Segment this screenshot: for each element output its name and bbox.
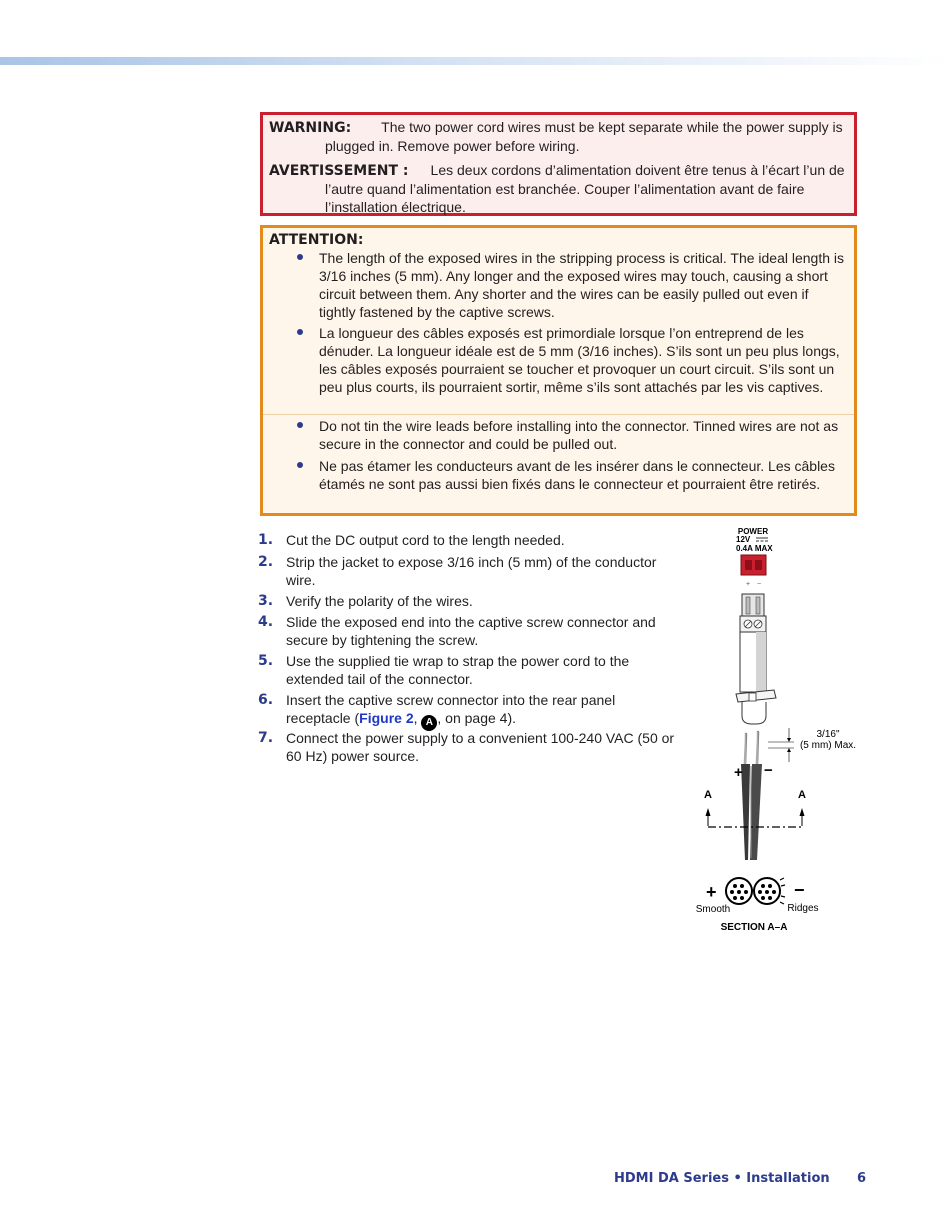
section-mark-right: A (798, 789, 806, 801)
power-cord-icon (741, 732, 762, 860)
attention-bullet-3: Do not tin the wire leads before installing into the connector. Tinned wires are not as secure in the connector and could be pulled out. (319, 418, 839, 452)
step-number: 5. (258, 653, 274, 669)
step-number: 7. (258, 730, 274, 746)
warning-fr (269, 161, 848, 216)
receptacle-minus: − (757, 581, 762, 588)
dc-symbol-icon (756, 538, 768, 541)
cord-plus: + (734, 764, 743, 781)
section-title: SECTION A–A (720, 922, 788, 933)
figure-2-link[interactable]: Figure 2 (359, 710, 414, 726)
step-number: 6. (258, 692, 274, 708)
power-connector-diagram (690, 520, 880, 940)
dimension-line-1: 3/16" (816, 729, 840, 740)
callout-a-icon: A (421, 715, 437, 731)
warning-text-fr: Les deux cordons d’alimentation doivent être tenus à l’écart l’un de l’autre quand l’alimentation est branchée. Couper l’alimentation avant de faire l’installation électrique. (325, 162, 845, 215)
bullet-icon (297, 462, 303, 468)
step-6-text-before: Insert the captive screw connector into the rear panel receptacle ( (286, 692, 616, 726)
warning-text-en: The two power cord wires must be kept separate while the power supply is plugged in. Remove power before wiring. (325, 119, 843, 154)
step-text: Use the supplied tie wrap to strap the power cord to the extended tail of the connector. (286, 653, 630, 687)
warning-label: WARNING: (269, 120, 352, 136)
section-mark-left: A (704, 789, 712, 801)
captive-screw-connector-icon (740, 594, 766, 692)
attention-bullet-4: Ne pas étamer les conducteurs avant de les insérer dans le connecteur. Les câbles étamés ne sont pas aussi bien fixés dans le connecteur et pourraient être retirés. (319, 458, 835, 492)
receptacle-icon (741, 555, 766, 575)
step-text: Cut the DC output cord to the length needed. (286, 532, 565, 548)
step-6-sep: , (413, 710, 422, 726)
page-number: 6 (857, 1171, 867, 1186)
attention-box (260, 225, 857, 516)
step-6-text-after: , on page 4). (437, 710, 517, 726)
step-number: 3. (258, 593, 274, 609)
step-number: 2. (258, 554, 274, 570)
step-number: 1. (258, 532, 274, 548)
ridges-label: Ridges (787, 903, 819, 914)
tie-wrap-icon (736, 690, 776, 724)
bullet-icon (297, 254, 303, 260)
attention-label: ATTENTION: (269, 232, 364, 248)
cord-minus: − (764, 762, 773, 779)
power-label: POWER (737, 527, 769, 536)
attention-bullet-2: La longueur des câbles exposés est primordiale lorsque l’on entreprend de les dénuder. La longueur idéale est de 5 mm (3/16 inches). S’ils sont un peu plus longs, les câbles exposés pourraient se toucher et provoquer un court circuit. S’ils sont un peu plus courts, ils pourraient sortir, même s’ils sont attachés par les vis captives. (319, 325, 840, 395)
footer-title: HDMI DA Series • Installation (614, 1171, 830, 1186)
step-text: Verify the polarity of the wires. (286, 593, 473, 609)
step-number: 4. (258, 614, 274, 630)
step-text: Connect the power supply to a convenient 100-240 VAC (50 or 60 Hz) power source. (286, 730, 675, 764)
dimension-marker-icon (768, 728, 794, 762)
cross-section-icon (726, 878, 785, 904)
warning-en (269, 118, 848, 155)
voltage-label: 12V (736, 535, 751, 544)
warning-box (260, 112, 857, 216)
step-text: Strip the jacket to expose 3/16 inch (5 mm) of the conductor wire. (286, 554, 657, 588)
step-text (286, 691, 678, 731)
receptacle-plus: + (746, 581, 751, 588)
current-label: 0.4A MAX (736, 544, 773, 553)
bullet-icon (297, 329, 303, 335)
step-text: Slide the exposed end into the captive screw connector and secure by tightening the screw. (286, 614, 656, 648)
bullet-icon (297, 422, 303, 428)
header-gradient-bar (0, 57, 950, 65)
dimension-line-2: (5 mm) Max. (799, 740, 857, 751)
section-minus: − (794, 880, 805, 900)
attention-divider (263, 414, 854, 415)
section-plus: + (706, 882, 717, 902)
avertissement-label: AVERTISSEMENT : (269, 163, 409, 179)
attention-bullet-1: The length of the exposed wires in the stripping process is critical. The ideal length is 3/16 inches (5 mm). Any longer and the exposed wires may touch, causing a short circuit between them. Any shorter and the wires can be easily pulled out even if tightly fastened by the captive screws. (319, 250, 845, 320)
smooth-label: Smooth (695, 904, 731, 915)
